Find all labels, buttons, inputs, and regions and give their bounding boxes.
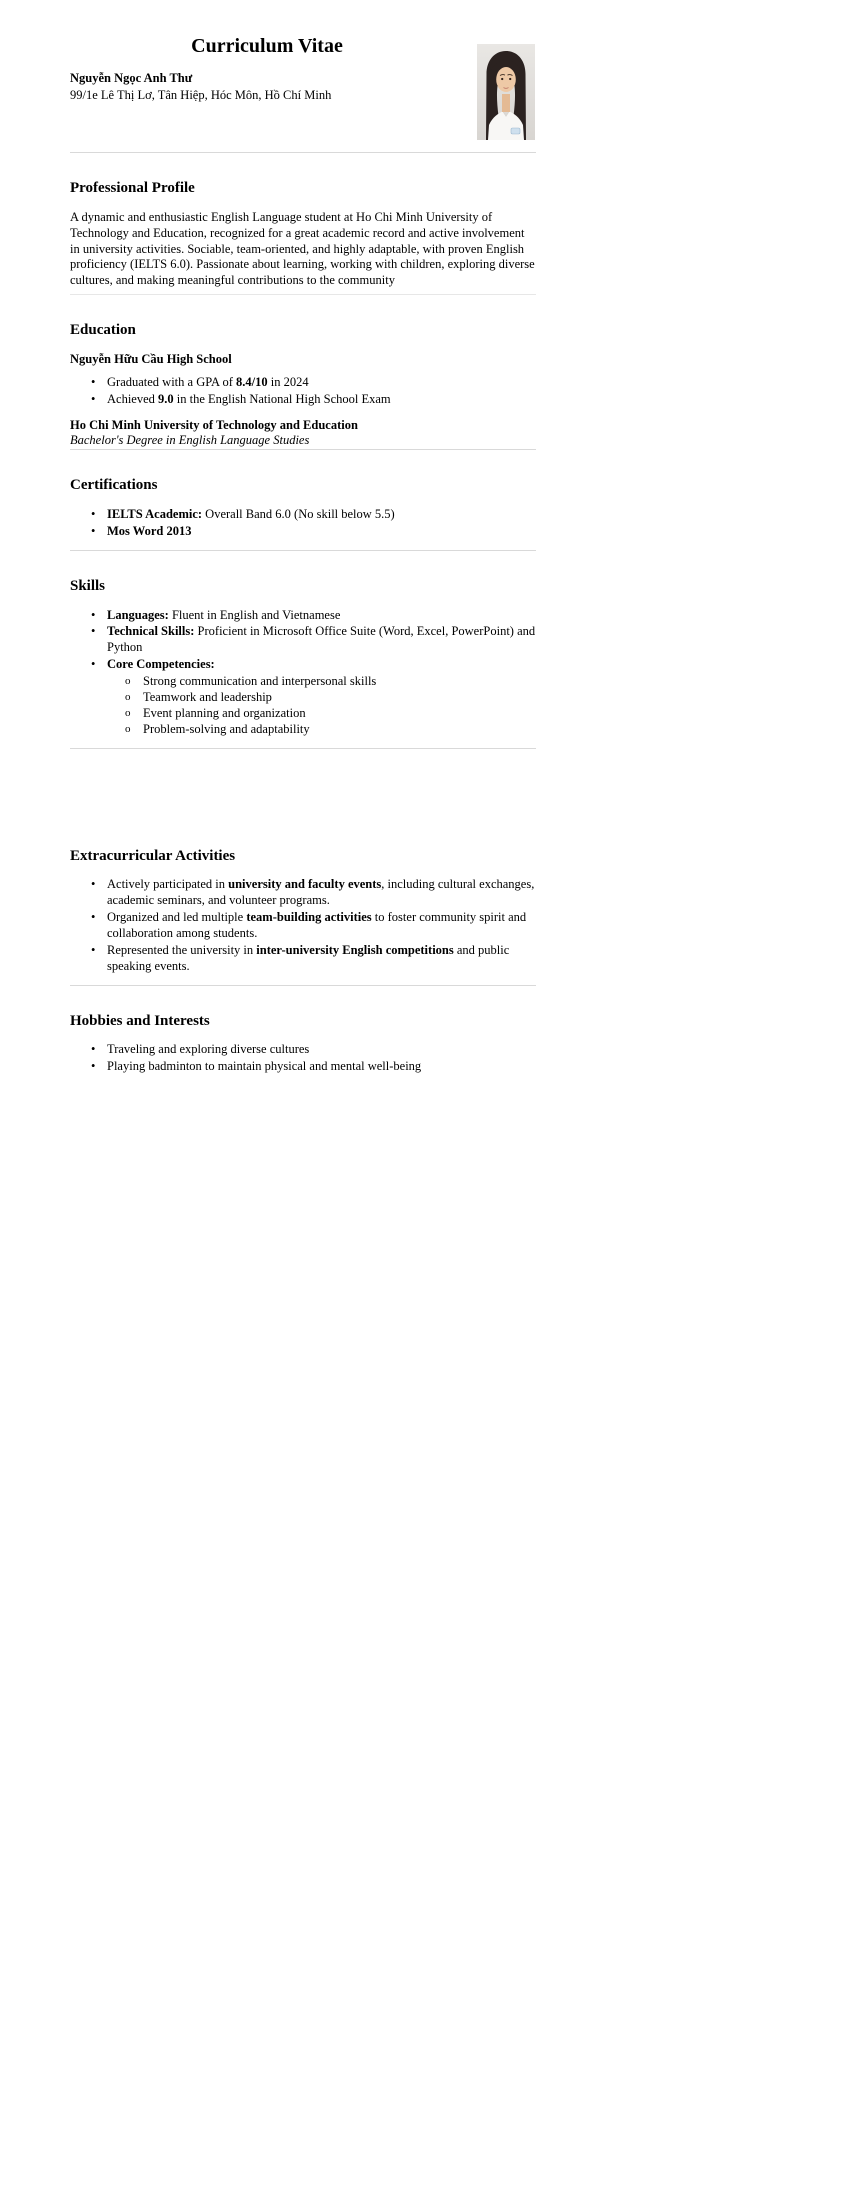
list-item: • Organized and led multiple team-building activities to foster community spirit and collaboration among students. — [70, 910, 536, 942]
section-heading-education: Education — [70, 322, 136, 339]
contact-block — [70, 71, 536, 104]
section-certifications — [70, 476, 536, 540]
list-item: • Graduated with a GPA of 8.4/10 in 2024 — [70, 375, 536, 391]
list-item: • Core Competencies: — [70, 657, 536, 673]
sub-list-item: o Teamwork and leadership — [70, 690, 536, 706]
document-content — [70, 0, 536, 1075]
list-item: • Languages: Fluent in English and Vietnamese — [70, 608, 536, 624]
list-item: • Playing badminton to maintain physical and mental well-being — [70, 1059, 536, 1075]
section-education — [70, 321, 536, 449]
skills-bullet-list — [70, 608, 536, 738]
certifications-bullet-list — [70, 507, 536, 540]
divider — [70, 152, 536, 153]
section-heading-extracurricular: Extracurricular Activities — [70, 847, 236, 864]
list-item: • Traveling and exploring diverse cultures — [70, 1042, 536, 1058]
portrait-photo-graphic — [477, 44, 535, 140]
section-heading-hobbies: Hobbies and Interests — [70, 1012, 210, 1029]
extracurricular-bullet-list — [70, 877, 536, 974]
candidate-name: Nguyễn Ngọc Anh Thư — [70, 71, 193, 85]
degree-title: Bachelor's Degree in English Language Studies — [70, 433, 310, 448]
page-title: Curriculum Vitae — [191, 35, 343, 57]
section-professional-profile — [70, 179, 536, 289]
list-item: • Actively participated in university and faculty events, including cultural exchanges, academic seminars, and volunteer programs. — [70, 877, 536, 909]
page-break-gap — [70, 749, 536, 821]
section-extracurricular-activities — [70, 847, 536, 975]
section-heading-skills: Skills — [70, 577, 106, 594]
hobbies-bullet-list — [70, 1042, 536, 1075]
divider — [70, 985, 536, 986]
profile-text: A dynamic and enthusiastic English Language student at Ho Chi Minh University of Technology and Education, recognized for a great academic record and active involvement in university activities. Sociable, team-oriented, and highly adaptable, with proven English proficiency (IELTS 6.0). Passionate about learning, working with children, exploring diverse cultures, and making meaningful contributions to the community — [70, 209, 535, 288]
portrait-photo — [477, 44, 535, 140]
divider — [70, 449, 536, 450]
sub-list-item: o Event planning and organization — [70, 706, 536, 722]
list-item: • Achieved 9.0 in the English National High School Exam — [70, 392, 536, 408]
high-school-name: Nguyễn Hữu Cầu High School — [70, 351, 232, 366]
education-bullet-list — [70, 375, 536, 408]
list-item: • Represented the university in inter-university English competitions and public speaking events. — [70, 943, 536, 975]
core-competencies-sublist — [70, 674, 536, 738]
section-heading-certifications: Certifications — [70, 477, 158, 494]
sub-list-item: o Strong communication and interpersonal skills — [70, 674, 536, 690]
university-name: Ho Chi Minh University of Technology and Education — [70, 417, 358, 432]
candidate-address: 99/1e Lê Thị Lơ, Tân Hiệp, Hóc Môn, Hồ Chí Minh — [70, 87, 332, 102]
section-skills — [70, 577, 536, 738]
list-item: • IELTS Academic: Overall Band 6.0 (No skill below 5.5) — [70, 507, 536, 523]
divider — [70, 550, 536, 551]
list-item: • Technical Skills: Proficient in Microsoft Office Suite (Word, Excel, PowerPoint) and Python — [70, 624, 536, 656]
section-hobbies-and-interests — [70, 1012, 536, 1076]
sub-list-item: o Problem-solving and adaptability — [70, 722, 536, 738]
cv-header — [70, 34, 536, 152]
list-item: • Mos Word 2013 — [70, 524, 536, 540]
divider — [70, 294, 536, 295]
section-heading-professional-profile: Professional Profile — [70, 180, 195, 196]
